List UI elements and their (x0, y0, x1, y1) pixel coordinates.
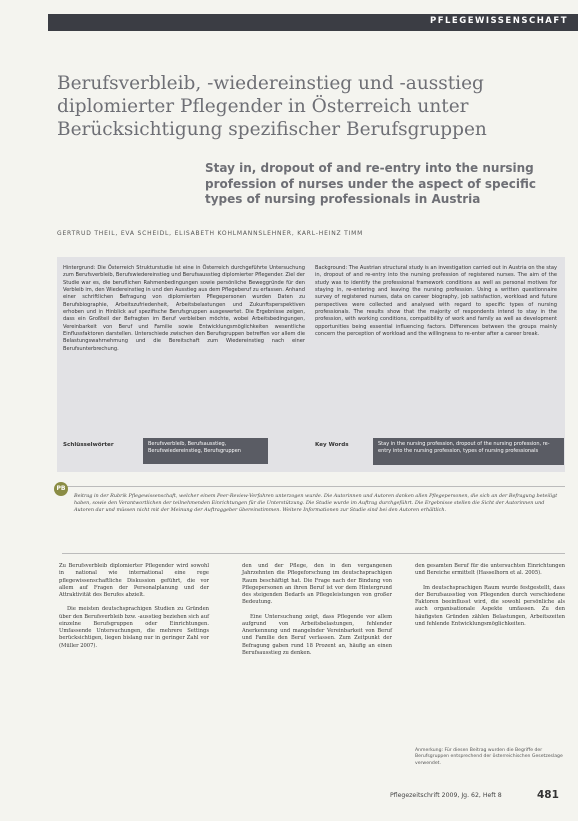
title-line: diplomierter Pflegender in Österreich unter (57, 96, 469, 117)
body-column-2 (242, 563, 392, 664)
paragraph: den und der Pflege, den in den vergangenen Jahrzehnten die Pflegeforschung im deutschsprachigen Raum beschäftigt hat. Die Frage nach der Bindung von Pflegepersonen an ihren Beruf ist vor dem Hintergrund des steigenden Bedarfs an Pflegeleistungen von großer Bedeutung. (242, 563, 392, 606)
keywords-english: Stay in the nursing profession, dropout of the nursing profession, re-entry into the nursing profession, types of nursing professionals (373, 438, 564, 465)
article-title (57, 72, 567, 141)
footnote: Anmerkung: Für diesen Beitrag wurden die Begriffe der Berufsgruppen entsprechend der österreichischen Gesetzeslage verwendet. (415, 748, 563, 766)
keywords-german: Berufsverbleib, Berufsausstieg, Berufswiedereinstieg, Berufsgruppen (143, 438, 268, 464)
title-line: Berücksichtigung spezifischer Berufsgruppen (57, 119, 487, 140)
page-number: 481 (537, 789, 559, 801)
author-list: GERTRUD THEIL, EVA SCHEIDL, ELISABETH KOHLMANNSLEHNER, KARL-HEINZ TIMM (57, 230, 364, 237)
body-column-1 (59, 563, 209, 657)
subtitle-line: Stay in, dropout of and re-entry into the nursing (205, 161, 534, 175)
paragraph: Eine Untersuchung zeigt, dass Pflegende vor allem aufgrund von Arbeitsbelastungen, fehlender Anerkennung und mangelnder Vereinbarkeit von Beruf und Familie den Beruf verlassen. Zum Zeitpunkt der Befragung gaben rund 18 Prozent an, häufig an einen Berufsausstieg zu denken. (242, 613, 392, 656)
keywords-english-label: Key Words (315, 442, 349, 448)
source-note-text: Beitrag in der Rubrik Pflegewissenschaft, welcher einem Peer-Review-Verfahren unterzogen wurde. Die Autorinnen und Autoren danken allen Pflegepersonen, die sich an der Befragung beteiligt haben, sowie den Verantwortlichen der teilnehmenden Einrichtungen für die Unterstützung. Die Studie wurde im Auftrag durchgeführt. Die Ergebnisse stellen die Sicht der Autorinnen und Autoren dar und müssen nicht mit der Meinung der Auftraggeber übereinstimmen. Weitere Informationen zur Studie sind bei den Autoren erhältlich. (74, 493, 558, 514)
subtitle-line: types of nursing professionals in Austria (205, 192, 481, 206)
paragraph: den gesamten Beruf für die untersuchten Einrichtungen und Bereiche ermittelt (Hasselhorn et al. 2005). (415, 563, 565, 577)
title-line: Berufsverbleib, -wiedereinstieg und -ausstieg (57, 73, 484, 94)
paragraph: Die meisten deutschsprachigen Studien zu Gründen über den Berufsverbleib bzw. -ausstieg beziehen sich auf einzelne Berufsgruppen oder Einrichtungen. Umfassende Untersuchungen, die mehrere Settings berücksichtigen, liegen bislang nur in geringer Zahl vor (Müller 2007). (59, 606, 209, 649)
keywords-german-label: Schlüsselwörter (63, 442, 114, 448)
paragraph: Im deutschsprachigen Raum wurde festgestellt, dass der Berufsausstieg von Pflegenden durch verschiedene Faktoren beeinflusst wird, die sowohl persönliche als auch organisationale Aspekte umfassen. Zu den häufigsten Gründen zählen Belastungen, Arbeitszeiten und fehlende Entwicklungsmöglichkeiten. (415, 584, 565, 627)
info-icon: PB (54, 482, 68, 496)
abstract-german: Hintergrund: Die Österreich Strukturstudie ist eine in Österreich durchgeführte Untersuchung zum Berufsverbleib, Berufswiedereinstieg und Berufsausstieg diplomierter Pflegender. Ziel der Studie war es, die beruflichen Rahmenbedingungen sowie persönliche Beweggründe für den Verbleib im, den Wiedereinstieg in und den Ausstieg aus dem Pflegeberuf zu erfassen. Anhand einer schriftlichen Befragung von diplomierten Pflegepersonen wurden Daten zu Berufsbiographie, Arbeitszufriedenheit, Arbeitsbelastungen und Zukunftsperspektiven erhoben und in Hinblick auf spezifische Berufsgruppen ausgewertet. Die Ergebnisse zeigen, dass ein Großteil der Befragten im Beruf verbleiben möchte, wobei Arbeitsbedingungen, Vereinbarkeit von Beruf und Familie sowie Entwicklungsmöglichkeiten wesentliche Einflussfaktoren darstellen. Unterschiede zwischen den Berufsgruppen betreffen vor allem die Belastungswahrnehmung und die Bereitschaft zum Wiedereinstieg nach einer Berufsunterbrechung. (63, 265, 305, 352)
paragraph: Zu Berufsverbleib diplomierter Pflegender wird sowohl in national wie international eine rege pflegewissenschaftliche Diskussion geführt, die vor allem auf Fragen der Personalplanung und der Attraktivität des Berufes abzielt. (59, 563, 209, 598)
english-subtitle (205, 161, 575, 208)
source-note-box (56, 485, 565, 554)
subtitle-line: profession of nurses under the aspect of specific (205, 176, 536, 191)
abstract-english: Background: The Austrian structural study is an investigation carried out in Austria on the stay in, dropout of and re-entry into the nursing profession of registered nurses. The aim of the study was to identify the professional framework conditions as well as personal motives for staying in, re-entering and leaving the nursing profession. Using a written questionnaire survey of registered nurses, data on career biography, job satisfaction, workload and future perspectives were collected and analysed with regard to specific types of nursing professionals. The results show that the majority of respondents intend to stay in the profession, with working conditions, compatibility of work and family as well as development opportunities being essential influencing factors. Differences between the groups mainly concern the perception of workload and the willingness to re-enter after a career break. (315, 265, 557, 338)
section-label: PFLEGEWISSENSCHAFT (429, 16, 568, 26)
body-column-3 (415, 563, 565, 635)
journal-reference: Pflegezeitschrift 2009, Jg. 62, Heft 8 (390, 792, 502, 799)
